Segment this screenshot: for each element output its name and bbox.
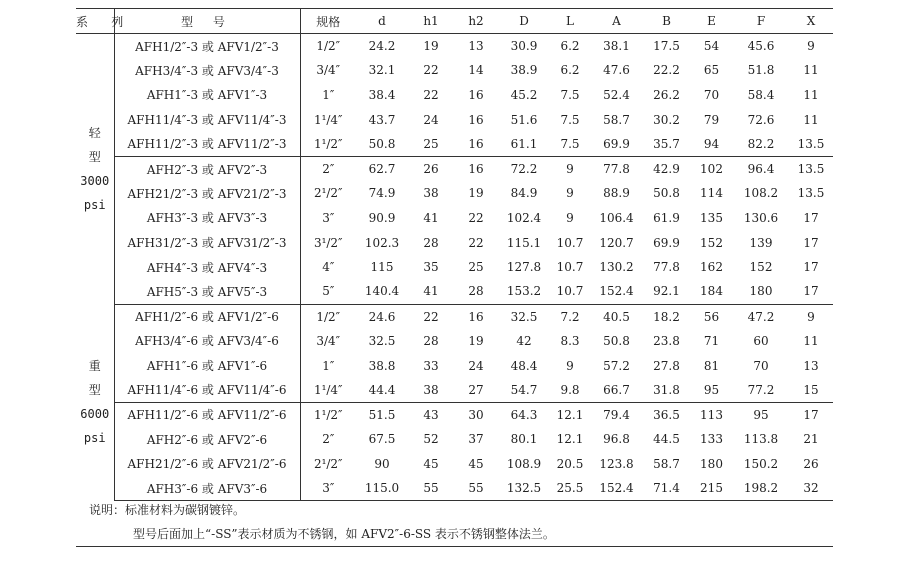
value-cell: 44.4 xyxy=(356,378,408,403)
table-row xyxy=(76,304,833,329)
value-cell: 51.5 xyxy=(368,407,396,422)
value-cell: 72.2 xyxy=(510,162,538,177)
value-cell: 26.2 xyxy=(653,87,680,102)
value-cell: 16 xyxy=(454,132,498,157)
value-cell: 43 xyxy=(423,407,439,422)
model-cell: AFH2″-3 或 AFV2″-3 xyxy=(114,156,300,181)
value-cell: 55 xyxy=(408,476,454,501)
value-cell: 26 xyxy=(803,456,819,471)
value-cell: 1¹/2″ xyxy=(300,132,356,157)
value-cell: 30 xyxy=(468,407,484,422)
value-cell: 152 xyxy=(749,260,773,275)
value-cell: 14 xyxy=(468,63,484,78)
value-cell: 9 xyxy=(807,309,815,324)
value-cell: 69.9 xyxy=(653,235,680,250)
value-cell: 3¹/2″ xyxy=(313,235,343,250)
value-cell: 24.2 xyxy=(368,39,396,54)
value-cell: 113 xyxy=(700,407,723,422)
value-cell: 79.4 xyxy=(603,407,630,422)
value-cell: 77.8 xyxy=(603,162,630,177)
value-cell: 102.4 xyxy=(506,210,542,225)
value-cell: 5″ xyxy=(300,279,356,304)
series-label-line: psi xyxy=(83,431,106,446)
value-cell: 1″ xyxy=(322,358,335,373)
series-label-line: 型 xyxy=(88,383,101,398)
value-cell: 38.8 xyxy=(368,358,396,373)
header-L: L xyxy=(550,9,590,34)
value-cell: 38.9 xyxy=(510,63,538,78)
value-cell: 47.6 xyxy=(603,63,630,78)
value-cell: 180 xyxy=(700,456,723,471)
value-cell: 180 xyxy=(733,279,789,304)
value-cell: 25 xyxy=(468,260,484,275)
value-cell: 50.8 xyxy=(653,186,680,201)
value-cell: 108.9 xyxy=(506,456,542,471)
table-row xyxy=(76,279,833,304)
series-cell xyxy=(76,34,114,305)
value-cell: 115.0 xyxy=(356,476,408,501)
value-cell: 16 xyxy=(468,112,484,127)
value-cell: 47.2 xyxy=(747,309,775,324)
value-cell: 115.1 xyxy=(506,235,542,250)
header-size: 规格 xyxy=(300,9,356,34)
value-cell: 3″ xyxy=(300,476,356,501)
model-cell: AFH3″-3 或 AFV3″-3 xyxy=(114,206,300,231)
value-cell: 123.8 xyxy=(599,456,634,471)
value-cell: 102.3 xyxy=(364,235,400,250)
model-cell: AFH1″-6 或 AFV1″-6 xyxy=(114,353,300,378)
value-cell: 17 xyxy=(789,279,833,304)
header-X: X xyxy=(789,9,833,34)
value-cell: 41 xyxy=(408,279,454,304)
value-cell: 80.1 xyxy=(510,432,538,447)
value-cell: 35 xyxy=(423,260,439,275)
value-cell: 152 xyxy=(700,235,723,250)
value-cell: 1/2″ xyxy=(316,39,341,54)
value-cell: 19 xyxy=(468,186,484,201)
value-cell: 38 xyxy=(408,378,454,403)
value-cell: 96.4 xyxy=(747,162,775,177)
value-cell: 12.1 xyxy=(556,407,584,422)
value-cell: 25.5 xyxy=(550,476,590,501)
value-cell: 130.6 xyxy=(743,210,779,225)
model-cell: AFH21/2″-6 或 AFV21/2″-6 xyxy=(114,452,300,477)
value-cell: 64.3 xyxy=(510,407,538,422)
value-cell: 2″ xyxy=(322,432,335,447)
value-cell: 55 xyxy=(454,476,498,501)
table-row xyxy=(76,230,833,255)
value-cell: 140.4 xyxy=(356,279,408,304)
value-cell: 115 xyxy=(370,260,394,275)
series-label-line: psi xyxy=(83,198,106,213)
value-cell: 17.5 xyxy=(653,39,680,54)
value-cell: 1/2″ xyxy=(316,309,341,324)
value-cell: 30.2 xyxy=(653,112,680,127)
value-cell: 28 xyxy=(454,279,498,304)
value-cell: 2¹/2″ xyxy=(313,186,343,201)
value-cell: 1¹/4″ xyxy=(313,112,343,127)
model-cell: AFH1/2″-3 或 AFV1/2″-3 xyxy=(114,34,300,59)
value-cell: 26 xyxy=(423,162,439,177)
value-cell: 22 xyxy=(468,210,484,225)
model-cell: AFH3″-6 或 AFV3″-6 xyxy=(114,476,300,501)
value-cell: 139 xyxy=(749,235,773,250)
value-cell: 2¹/2″ xyxy=(313,456,343,471)
value-cell: 9 xyxy=(566,210,574,225)
value-cell: 16 xyxy=(468,87,484,102)
header-E: E xyxy=(690,9,733,34)
value-cell: 28 xyxy=(423,235,439,250)
value-cell: 36.5 xyxy=(653,407,680,422)
value-cell: 7.5 xyxy=(560,112,580,127)
value-cell: 67.5 xyxy=(368,432,396,447)
value-cell: 8.3 xyxy=(560,333,580,348)
value-cell: 184 xyxy=(690,279,733,304)
value-cell: 74.9 xyxy=(368,186,396,201)
value-cell: 6.2 xyxy=(560,39,580,54)
value-cell: 10.7 xyxy=(556,260,584,275)
series-label xyxy=(80,354,109,450)
value-cell: 62.7 xyxy=(368,162,396,177)
value-cell: 162 xyxy=(700,260,723,275)
model-cell: AFH11/4″-3 或 AFV11/4″-3 xyxy=(114,107,300,132)
value-cell: 17 xyxy=(803,235,819,250)
table-row xyxy=(76,107,833,132)
value-cell: 95 xyxy=(753,407,769,422)
table-row xyxy=(76,427,833,452)
value-cell: 32.5 xyxy=(368,333,396,348)
value-cell: 10.7 xyxy=(556,235,584,250)
model-cell: AFH4″-3 或 AFV4″-3 xyxy=(114,255,300,280)
value-cell: 58.7 xyxy=(603,112,630,127)
value-cell: 4″ xyxy=(322,260,335,275)
value-cell: 37 xyxy=(468,432,484,447)
value-cell: 1″ xyxy=(322,87,335,102)
value-cell: 27.8 xyxy=(653,358,680,373)
value-cell: 13.5 xyxy=(789,132,833,157)
header-h2: h2 xyxy=(454,9,498,34)
table-header xyxy=(76,9,833,34)
value-cell: 17 xyxy=(803,260,819,275)
value-cell: 38.4 xyxy=(368,87,396,102)
value-cell: 58.4 xyxy=(747,87,775,102)
value-cell: 24 xyxy=(468,358,484,373)
value-cell: 19 xyxy=(468,333,484,348)
value-cell: 77.8 xyxy=(653,260,680,275)
value-cell: 48.4 xyxy=(510,358,538,373)
value-cell: 2″ xyxy=(322,162,335,177)
value-cell: 3/4″ xyxy=(316,63,341,78)
value-cell: 11 xyxy=(803,63,819,78)
value-cell: 18.2 xyxy=(653,309,680,324)
value-cell: 9 xyxy=(566,358,574,373)
series-label-line: 3000 xyxy=(80,174,110,189)
value-cell: 71.4 xyxy=(643,476,690,501)
value-cell: 135 xyxy=(700,210,723,225)
model-cell: AFH11/2″-6 或 AFV11/2″-6 xyxy=(114,402,300,427)
header-h1: h1 xyxy=(408,9,454,34)
table-row xyxy=(76,34,833,59)
value-cell: 50.8 xyxy=(603,333,630,348)
value-cell: 17 xyxy=(803,407,819,422)
value-cell: 90 xyxy=(374,456,390,471)
notes-section xyxy=(76,498,833,547)
value-cell: 40.5 xyxy=(603,309,630,324)
model-cell: AFH21/2″-3 或 AFV21/2″-3 xyxy=(114,181,300,206)
value-cell: 71 xyxy=(703,333,720,348)
value-cell: 22 xyxy=(423,63,439,78)
value-cell: 88.9 xyxy=(603,186,630,201)
value-cell: 11 xyxy=(803,112,819,127)
header-d: d xyxy=(356,9,408,34)
table-row xyxy=(76,206,833,231)
value-cell: 22 xyxy=(423,309,439,324)
note-stainless: 型号后面加上“-SS”表示材质为不锈钢，如 AFV2″-6-SS 表示不锈钢整体法兰。 xyxy=(133,527,555,541)
table-row xyxy=(76,255,833,280)
value-cell: 42 xyxy=(516,333,532,348)
value-cell: 20.5 xyxy=(556,456,584,471)
value-cell: 42.9 xyxy=(653,162,680,177)
table-row xyxy=(76,452,833,477)
value-cell: 153.2 xyxy=(498,279,550,304)
table-row xyxy=(76,181,833,206)
value-cell: 56 xyxy=(703,309,720,324)
table-row xyxy=(76,156,833,181)
model-cell: AFH2″-6 或 AFV2″-6 xyxy=(114,427,300,452)
value-cell: 57.2 xyxy=(603,358,630,373)
value-cell: 95 xyxy=(690,378,733,403)
value-cell: 3″ xyxy=(322,210,335,225)
series-label-line: 6000 xyxy=(80,407,110,422)
value-cell: 79 xyxy=(703,112,720,127)
value-cell: 45 xyxy=(423,456,439,471)
value-cell: 22 xyxy=(468,235,484,250)
value-cell: 120.7 xyxy=(599,235,634,250)
value-cell: 19 xyxy=(423,39,439,54)
value-cell: 61.9 xyxy=(653,210,680,225)
value-cell: 10.7 xyxy=(550,279,590,304)
header-D: D xyxy=(498,9,550,34)
value-cell: 215 xyxy=(690,476,733,501)
header-B: B xyxy=(643,9,690,34)
model-cell: AFH11/2″-3 或 AFV11/2″-3 xyxy=(114,132,300,157)
value-cell: 9 xyxy=(807,39,815,54)
value-cell: 28 xyxy=(423,333,439,348)
value-cell: 9.8 xyxy=(550,378,590,403)
value-cell: 21 xyxy=(803,432,819,447)
value-cell: 132.5 xyxy=(498,476,550,501)
model-cell: AFH1/2″-6 或 AFV1/2″-6 xyxy=(114,304,300,329)
value-cell: 11 xyxy=(803,87,819,102)
value-cell: 25 xyxy=(408,132,454,157)
value-cell: 51.6 xyxy=(510,112,538,127)
value-cell: 113.8 xyxy=(743,432,779,447)
value-cell: 16 xyxy=(468,309,484,324)
value-cell: 13 xyxy=(468,39,484,54)
table-row xyxy=(76,132,833,157)
value-cell: 22 xyxy=(423,87,439,102)
value-cell: 52.4 xyxy=(603,87,630,102)
value-cell: 51.8 xyxy=(747,63,775,78)
series-cell xyxy=(76,304,114,501)
value-cell: 9 xyxy=(566,186,574,201)
value-cell: 130.2 xyxy=(599,260,634,275)
value-cell: 96.8 xyxy=(603,432,630,447)
value-cell: 94 xyxy=(690,132,733,157)
series-label-line: 轻 xyxy=(88,126,101,141)
note-material: 说明：标准材料为碳钢镀锌。 xyxy=(89,503,246,517)
value-cell: 12.1 xyxy=(556,432,584,447)
value-cell: 133 xyxy=(700,432,723,447)
value-cell: 45 xyxy=(468,456,484,471)
value-cell: 92.1 xyxy=(643,279,690,304)
value-cell: 198.2 xyxy=(733,476,789,501)
value-cell: 27 xyxy=(454,378,498,403)
value-cell: 7.5 xyxy=(550,132,590,157)
value-cell: 152.4 xyxy=(590,476,643,501)
series-label-line: 型 xyxy=(88,150,101,165)
value-cell: 70 xyxy=(753,358,769,373)
model-cell: AFH3/4″-6 或 AFV3/4″-6 xyxy=(114,329,300,354)
value-cell: 17 xyxy=(803,210,819,225)
value-cell: 69.9 xyxy=(590,132,643,157)
model-cell: AFH1″-3 或 AFV1″-3 xyxy=(114,83,300,108)
value-cell: 13 xyxy=(803,358,819,373)
value-cell: 24.6 xyxy=(368,309,396,324)
header-series: 系 列 xyxy=(76,9,114,34)
model-cell: AFH3/4″-3 或 AFV3/4″-3 xyxy=(114,58,300,83)
value-cell: 35.7 xyxy=(643,132,690,157)
series-label xyxy=(80,121,109,217)
value-cell: 22.2 xyxy=(653,63,680,78)
value-cell: 32.1 xyxy=(368,63,396,78)
value-cell: 7.2 xyxy=(560,309,580,324)
value-cell: 41 xyxy=(423,210,439,225)
table-body xyxy=(76,34,833,501)
value-cell: 7.5 xyxy=(560,87,580,102)
header-row xyxy=(76,9,833,34)
value-cell: 60 xyxy=(753,333,769,348)
value-cell: 31.8 xyxy=(643,378,690,403)
value-cell: 15 xyxy=(789,378,833,403)
value-cell: 106.4 xyxy=(599,210,634,225)
header-model: 型 号 xyxy=(114,9,300,34)
value-cell: 50.8 xyxy=(356,132,408,157)
value-cell: 82.2 xyxy=(733,132,789,157)
table-row xyxy=(76,58,833,83)
table-row xyxy=(76,378,833,403)
value-cell: 32 xyxy=(789,476,833,501)
series-label-line: 重 xyxy=(88,359,101,374)
value-cell: 54 xyxy=(703,39,720,54)
value-cell: 32.5 xyxy=(510,309,538,324)
value-cell: 13.5 xyxy=(797,162,825,177)
value-cell: 11 xyxy=(803,333,819,348)
value-cell: 38.1 xyxy=(603,39,630,54)
value-cell: 150.2 xyxy=(743,456,779,471)
value-cell: 54.7 xyxy=(498,378,550,403)
value-cell: 24 xyxy=(423,112,439,127)
value-cell: 45.6 xyxy=(747,39,775,54)
value-cell: 66.7 xyxy=(590,378,643,403)
table-row xyxy=(76,329,833,354)
value-cell: 33 xyxy=(423,358,439,373)
value-cell: 77.2 xyxy=(733,378,789,403)
value-cell: 102 xyxy=(700,162,723,177)
header-A: A xyxy=(590,9,643,34)
value-cell: 13.5 xyxy=(797,186,825,201)
value-cell: 52 xyxy=(423,432,439,447)
value-cell: 84.9 xyxy=(510,186,538,201)
model-cell: AFH5″-3 或 AFV5″-3 xyxy=(114,279,300,304)
value-cell: 70 xyxy=(703,87,720,102)
value-cell: 72.6 xyxy=(747,112,775,127)
value-cell: 9 xyxy=(566,162,574,177)
value-cell: 1¹/2″ xyxy=(313,407,343,422)
value-cell: 81 xyxy=(703,358,720,373)
value-cell: 43.7 xyxy=(368,112,396,127)
model-cell: AFH11/4″-6 或 AFV11/4″-6 xyxy=(114,378,300,403)
model-cell: AFH31/2″-3 或 AFV31/2″-3 xyxy=(114,230,300,255)
table-row xyxy=(76,353,833,378)
value-cell: 3/4″ xyxy=(316,333,341,348)
value-cell: 108.2 xyxy=(743,186,779,201)
value-cell: 30.9 xyxy=(510,39,538,54)
value-cell: 38 xyxy=(423,186,439,201)
value-cell: 16 xyxy=(468,162,484,177)
table-row xyxy=(76,402,833,427)
header-F: F xyxy=(733,9,789,34)
value-cell: 65 xyxy=(703,63,720,78)
value-cell: 127.8 xyxy=(506,260,542,275)
value-cell: 61.1 xyxy=(498,132,550,157)
value-cell: 45.2 xyxy=(510,87,538,102)
value-cell: 44.5 xyxy=(653,432,680,447)
table-row xyxy=(76,83,833,108)
flange-spec-table xyxy=(76,8,833,501)
value-cell: 152.4 xyxy=(590,279,643,304)
value-cell: 23.8 xyxy=(653,333,680,348)
value-cell: 114 xyxy=(700,186,723,201)
value-cell: 90.9 xyxy=(368,210,396,225)
value-cell: 58.7 xyxy=(653,456,680,471)
value-cell: 6.2 xyxy=(560,63,580,78)
value-cell: 1¹/4″ xyxy=(300,378,356,403)
